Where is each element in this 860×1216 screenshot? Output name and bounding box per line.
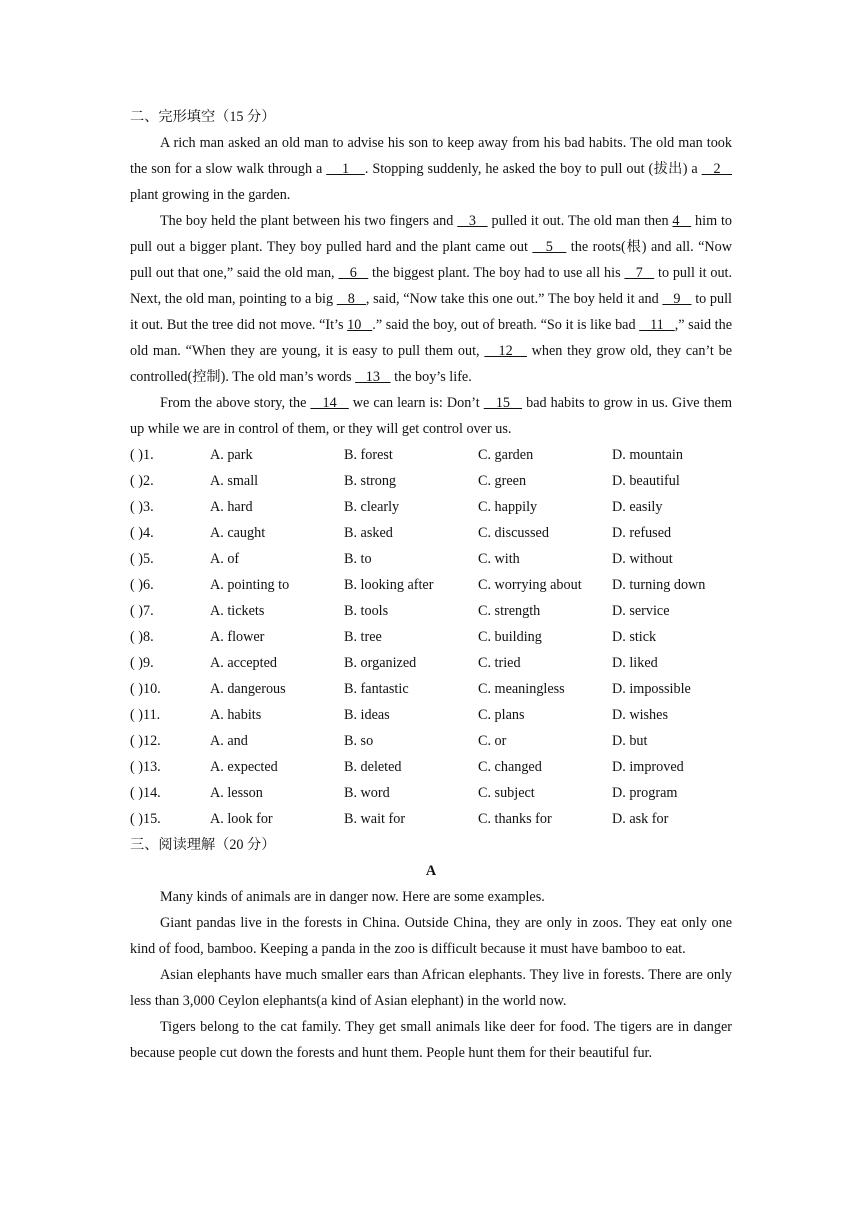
answer-slot: ( )7. <box>130 603 154 619</box>
answer-slot: ( )13. <box>130 759 161 775</box>
question-row <box>130 676 732 702</box>
option-b: B. tools <box>344 603 389 619</box>
reading-paragraph: Asian elephants have much smaller ears than African elephants. They live in forests. There are only less than 3,000 Ceylon elephants(a kind of Asian elephant) in the world now. <box>130 967 732 1009</box>
option-b: B. ideas <box>344 707 390 723</box>
option-a: A. caught <box>210 525 266 541</box>
option-d: D. turning down <box>612 577 706 593</box>
cloze-text: plant growing in the garden. <box>130 187 291 203</box>
option-c: C. thanks for <box>478 811 552 827</box>
option-a: A. park <box>210 447 253 463</box>
question-row <box>130 520 732 546</box>
option-b: B. strong <box>344 473 397 489</box>
option-d: D. mountain <box>612 447 683 463</box>
cloze-blank-8: 8 <box>336 291 366 307</box>
option-a: A. look for <box>210 811 273 827</box>
answer-slot: ( )9. <box>130 655 154 671</box>
cloze-text: we can learn is: Don’t <box>348 395 484 411</box>
cloze-paragraph-2 <box>130 208 732 390</box>
option-b: B. so <box>344 733 374 749</box>
cloze-text: him to pull out a bigger plant. They boy pulled hard and the plant came out <box>130 213 733 255</box>
cloze-text: From the above story, the <box>160 395 311 411</box>
cloze-blank-9: 9 <box>662 291 692 307</box>
option-b: B. clearly <box>344 499 400 515</box>
question-row <box>130 442 732 468</box>
cloze-blank-14: 14 <box>310 395 349 411</box>
option-b: B. word <box>344 785 390 801</box>
option-b: B. organized <box>344 655 417 671</box>
cloze-blank-1: 1 <box>326 161 365 177</box>
option-b: B. wait for <box>344 811 406 827</box>
option-d: D. impossible <box>612 681 691 697</box>
cloze-text: when they grow old, they can’t be controlled(控制). The old man’s words <box>130 343 733 385</box>
option-c: C. building <box>478 629 542 645</box>
reading-paragraph: Tigers belong to the cat family. They get small animals like deer for food. The tigers are in danger because people cut down the forests and hunt them. People hunt them for their beautiful fur. <box>130 1019 732 1061</box>
cloze-text: ,” said the old man. “When they are young, it is easy to pull them out, <box>130 317 733 359</box>
cloze-blank-3: 3 <box>457 213 488 229</box>
option-a: A. expected <box>210 759 278 775</box>
option-a: A. hard <box>210 499 253 515</box>
option-c: C. worrying about <box>478 577 582 593</box>
question-row <box>130 598 732 624</box>
option-b: B. to <box>344 551 372 567</box>
question-row <box>130 650 732 676</box>
question-row <box>130 728 732 754</box>
cloze-paragraph-1 <box>130 130 732 208</box>
cloze-text: pulled it out. The old man then <box>487 213 673 229</box>
option-a: A. small <box>210 473 259 489</box>
cloze-text: The boy held the plant between his two fingers and <box>160 213 458 229</box>
option-d: D. easily <box>612 499 663 515</box>
option-b: B. deleted <box>344 759 402 775</box>
answer-slot: ( )5. <box>130 551 154 567</box>
cloze-text: to pull it out. Next, the old man, pointing to a big <box>130 265 733 307</box>
cloze-blank-12: 12 <box>484 343 527 359</box>
option-c: C. discussed <box>478 525 549 541</box>
option-c: C. subject <box>478 785 535 801</box>
answer-slot: ( )11. <box>130 707 161 723</box>
passage-label: A <box>425 863 437 879</box>
answer-slot: ( )12. <box>130 733 161 749</box>
option-d: D. but <box>612 733 648 749</box>
option-a: A. pointing to <box>210 577 290 593</box>
option-c: C. tried <box>478 655 521 671</box>
option-c: C. plans <box>478 707 525 723</box>
question-row <box>130 754 732 780</box>
option-b: B. tree <box>344 629 382 645</box>
reading-section-title: 三、阅读理解（20 分） <box>130 837 276 853</box>
option-d: D. beautiful <box>612 473 680 489</box>
cloze-blank-5: 5 <box>532 239 567 255</box>
answer-slot: ( )4. <box>130 525 154 541</box>
option-d: D. improved <box>612 759 684 775</box>
cloze-blank-11: 11 <box>639 317 675 333</box>
cloze-section-title: 二、完形填空（15 分） <box>130 109 276 125</box>
option-b: B. looking after <box>344 577 434 593</box>
option-c: C. changed <box>478 759 542 775</box>
question-row <box>130 494 732 520</box>
option-d: D. without <box>612 551 673 567</box>
option-c: C. happily <box>478 499 538 515</box>
option-c: C. strength <box>478 603 541 619</box>
cloze-text: bad habits to grow in us. Give them up while we are in control of them, or they will get control over us. <box>130 395 733 437</box>
cloze-paragraph-3 <box>130 390 732 442</box>
cloze-blank-6: 6 <box>338 265 369 281</box>
option-c: C. or <box>478 733 507 749</box>
option-d: D. program <box>612 785 678 801</box>
option-d: D. stick <box>612 629 657 645</box>
option-a: A. accepted <box>210 655 277 671</box>
question-row <box>130 546 732 572</box>
question-row <box>130 624 732 650</box>
option-d: D. wishes <box>612 707 668 723</box>
answer-slot: ( )8. <box>130 629 154 645</box>
cloze-text: to pull it out. But the tree did not move. “It’s <box>130 291 732 333</box>
reading-paragraph: Giant pandas live in the forests in China. Outside China, they are only in zoos. They eat only one kind of food, bamboo. Keeping a panda in the zoo is difficult because it must have bamboo to eat. <box>130 915 732 957</box>
answer-slot: ( )3. <box>130 499 154 515</box>
option-d: D. service <box>612 603 670 619</box>
option-b: B. forest <box>344 447 393 463</box>
answer-slot: ( )14. <box>130 785 161 801</box>
answer-slot: ( )6. <box>130 577 154 593</box>
option-a: A. flower <box>210 629 265 645</box>
answer-slot: ( )15. <box>130 811 161 827</box>
cloze-blank-4: 4 <box>672 213 692 229</box>
cloze-text: .” said the boy, out of breath. “So it is like bad <box>372 317 640 333</box>
cloze-text: A rich man asked an old man to advise his son to keep away from his bad habits. The old man took the son for a slow walk through a <box>130 135 732 177</box>
cloze-blank-7: 7 <box>624 265 655 281</box>
answer-slot: ( )10. <box>130 681 161 697</box>
question-row <box>130 468 732 494</box>
option-a: A. lesson <box>210 785 263 801</box>
option-a: A. and <box>210 733 248 749</box>
option-a: A. tickets <box>210 603 265 619</box>
question-row <box>130 702 732 728</box>
question-list <box>130 442 732 832</box>
question-row <box>130 806 732 832</box>
option-a: A. of <box>210 551 240 567</box>
option-c: C. green <box>478 473 527 489</box>
option-a: A. dangerous <box>210 681 286 697</box>
answer-slot: ( )2. <box>130 473 154 489</box>
answer-slot: ( )1. <box>130 447 154 463</box>
option-d: D. refused <box>612 525 672 541</box>
option-b: B. asked <box>344 525 393 541</box>
option-a: A. habits <box>210 707 262 723</box>
cloze-blank-2: 2 <box>701 161 733 177</box>
cloze-blank-15: 15 <box>483 395 523 411</box>
cloze-text: the boy’s life. <box>390 369 472 385</box>
option-d: D. ask for <box>612 811 669 827</box>
cloze-text: the roots(根) and all. “Now pull out that one,” said the old man, <box>130 239 732 281</box>
option-c: C. meaningless <box>478 681 565 697</box>
option-c: C. with <box>478 551 520 567</box>
cloze-text: , said, “Now take this one out.” The boy held it and <box>365 291 663 307</box>
reading-paragraph: Many kinds of animals are in danger now. Here are some examples. <box>160 889 545 905</box>
cloze-text: . Stopping suddenly, he asked the boy to pull out (拔出) a <box>364 161 702 177</box>
option-c: C. garden <box>478 447 534 463</box>
cloze-blank-10: 10 <box>347 317 373 333</box>
option-b: B. fantastic <box>344 681 409 697</box>
cloze-text: the biggest plant. The boy had to use all his <box>368 265 625 281</box>
cloze-blank-13: 13 <box>355 369 391 385</box>
exam-page <box>130 104 732 1066</box>
option-d: D. liked <box>612 655 658 671</box>
question-row <box>130 572 732 598</box>
question-row <box>130 780 732 806</box>
